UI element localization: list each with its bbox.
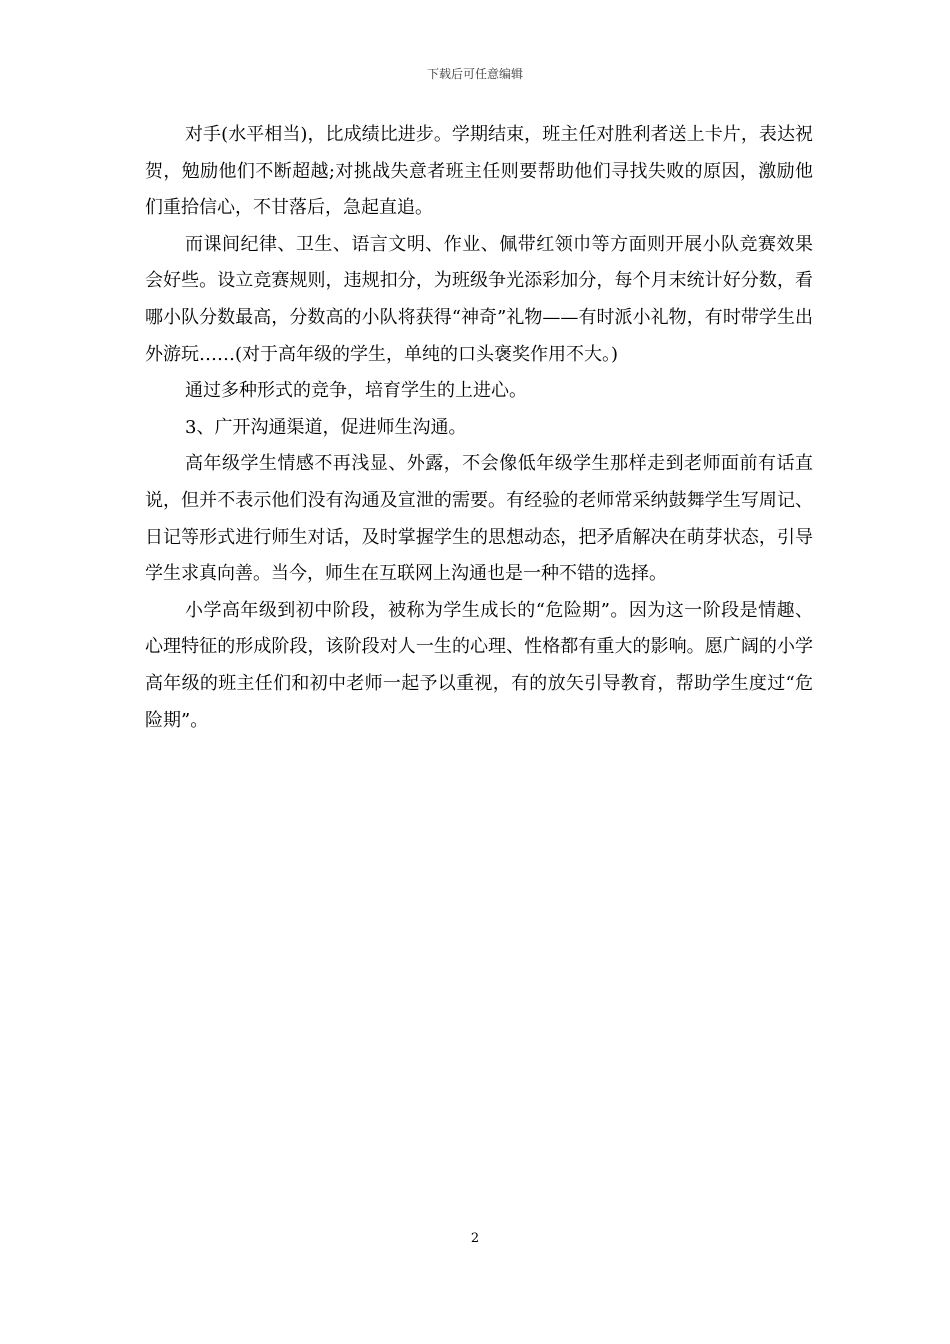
page-number: 2 bbox=[470, 1231, 480, 1246]
paragraph-danger-period: 小学高年级到初中阶段，被称为学生成长的“危险期”。因为这一阶段是情趣、心理特征的形成阶段，该阶段对人一生的心理、性格都有重大的影响。愿广阔的小学高年级的班主任们和初中老师一起予以重视，有的放矢引导教育，帮助学生度过“危险期”。 bbox=[145, 599, 813, 731]
page-header-note: 下载后可任意编辑 bbox=[426, 67, 523, 81]
paragraph-team-competition: 而课间纪律、卫生、语言文明、作业、佩带红领巾等方面则开展小队竞赛效果会好些。设立竞赛规则，违规扣分，为班级争光添彩加分，每个月末统计好分数，看哪小队分数最高，分数高的小队将获得“神奇”礼物——有时派小礼物，有时带学生出外游玩……(对于高年级的学生，单纯的口头褒奖作用不大。) bbox=[145, 233, 813, 365]
paragraph-communication: 高年级学生情感不再浅显、外露，不会像低年级学生那样走到老师面前有话直说，但并不表示他们没有沟通及宣泄的需要。有经验的老师常采纳鼓舞学生写周记、日记等形式进行师生对话，及时掌握学生的思想动态，把矛盾解决在萌芽状态，引导学生求真向善。当今，师生在互联网上沟通也是一种不错的选择。 bbox=[145, 453, 813, 585]
section-heading-communication: 3、广开沟通渠道，促进师生沟通。 bbox=[185, 416, 467, 438]
paragraph-competition-result: 对手(水平相当)，比成绩比进步。学期结束，班主任对胜利者送上卡片，表达祝贺，勉励他们不断超越;对挑战失意者班主任则要帮助他们寻找失败的原因，激励他们重拾信心，不甘落后，急起直追。 bbox=[145, 124, 813, 219]
document-body bbox=[145, 117, 813, 739]
paragraph-motivation: 通过多种形式的竞争，培育学生的上进心。 bbox=[185, 380, 527, 402]
